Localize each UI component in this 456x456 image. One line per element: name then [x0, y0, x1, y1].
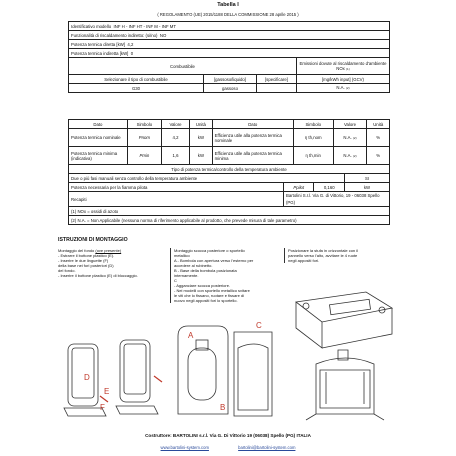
control-table: [68, 164, 390, 225]
cell-simbolo: Pmin: [127, 147, 161, 165]
table-row: [69, 174, 390, 183]
cell-valore: 1,6: [161, 147, 189, 165]
table-row: [69, 40, 390, 49]
col2-line: le viti che lo fissano, ruotare e fissare di: [174, 293, 245, 298]
fuel-gassoso: gassoso: [204, 84, 257, 93]
col1-line: - Estrarre il bottone plastico (E).: [58, 253, 115, 258]
col2-line: internamente.: [174, 273, 199, 278]
pilot-label: Potenza necessaria per la fiamma pilota: [69, 183, 284, 192]
table-row: [69, 183, 390, 192]
col2-line: A - Bombola con apertura verso l'esterno per: [174, 258, 254, 263]
table-header-row: [69, 120, 390, 129]
table-row: [69, 75, 390, 84]
email-link[interactable]: bartolini@bartolini-system.com: [238, 445, 296, 450]
instructions-col-3: [284, 248, 400, 263]
cell-dato: Potenza termica nominale: [69, 129, 128, 147]
control-single-stage: Due o più fasi manuali senza controllo della temperatura ambiente: [69, 174, 345, 183]
fuel-label: Combustibile: [69, 58, 297, 75]
cell-valore-2: N.A.: [343, 152, 352, 158]
col2-line: C: [174, 278, 177, 283]
label-e: E: [104, 387, 110, 396]
col2-line: B - Base della bombola posizionata: [174, 268, 237, 273]
table-row: [69, 49, 390, 58]
cell-valore-2-sub: (2): [352, 135, 357, 140]
indirect-value: NO: [159, 32, 167, 38]
header-dato: Dato: [69, 120, 128, 129]
model-value: INF H - INF HT - INF M - INF MT: [113, 23, 176, 29]
pilot-symbol: Ppilot: [284, 183, 314, 192]
indirect-label: Funzionalità di riscaldamento indiretto: (si/no): [71, 32, 158, 38]
cell-dato-2: Efficienza utile alla potenza termica nominale: [212, 129, 293, 147]
contact-value: Bartolini S.r.l. Via G. di Vittorio, 19 - 06038 Spello (PG): [284, 192, 390, 207]
pilot-unit: kW: [345, 183, 390, 192]
info-table: [68, 21, 390, 93]
col2-line: metallico: [174, 253, 190, 258]
col2-line: - Nei modelli con sportello metallico svitare: [174, 288, 250, 293]
col1-intro: Montaggio del fondo: [58, 248, 95, 253]
table-row: [69, 147, 390, 165]
col2-line: nuovo negli appositi fori lo sportello.: [174, 298, 238, 303]
col3-line: negli appositi fori.: [288, 258, 320, 263]
nox-sub: (1): [346, 66, 350, 71]
cell-valore-2-sub: (2): [352, 153, 357, 158]
col1-line: della base nei fori posteriori (D): [58, 263, 114, 268]
table-row: [69, 165, 390, 174]
table-row: [69, 31, 390, 40]
pdir-value: 4,2: [127, 41, 134, 47]
col2-line: accedere al rubinetto.: [174, 263, 213, 268]
cell-valore: 4,2: [161, 129, 189, 147]
table-row: [69, 216, 390, 225]
col1-line: del fondo.: [58, 268, 76, 273]
cell-unita: kW: [190, 147, 213, 165]
col2-line: - Agganciare scocca posteriore.: [174, 283, 231, 288]
pind-label: Potenza termica indiretta [kW]: [71, 50, 129, 56]
note-2: (2) N.A. = Non Applicabile (nessuna norma di riferimento applicabile al prodotto, che prevede misura di tale parametro): [69, 216, 390, 225]
cell-dato-2: Efficienza utile alla potenza termica minima: [212, 147, 293, 165]
col1-line: - Inserire il bottone plastico (E) di bloccaggio.: [58, 273, 138, 278]
constructor-info: Costruttore: BARTOLINI s.r.l. Via G. Di Vittorio 19 (06038) Spello (PG) ITALIA: [145, 433, 311, 438]
label-a: A: [188, 331, 194, 340]
cell-valore-2: N.A.: [343, 134, 352, 140]
instructions-col-2: [170, 248, 282, 303]
emissions-label: Emissioni dovute al riscaldamento d'ambiente: [299, 60, 387, 66]
cell-simbolo-2: η th,min: [293, 147, 333, 165]
nox-value-sub: (2): [345, 86, 350, 90]
unit-gcv: [mg/kWh input] (GCV): [296, 75, 389, 84]
note-1: (1) NOx = ossidi di azoto: [69, 207, 390, 216]
cell-unita: kW: [190, 129, 213, 147]
table-row: [69, 207, 390, 216]
cell-simbolo: Pnom: [127, 129, 161, 147]
label-b: B: [220, 403, 226, 412]
instructions-col-1: [58, 248, 158, 278]
table-title: Tabella I: [217, 2, 239, 8]
cell-simbolo-2: η th,nom: [293, 129, 333, 147]
header-unita: Unità: [190, 120, 213, 129]
select-fuel: Selezionare il tipo di combustibile: [69, 75, 204, 84]
wheels-assembly-illustration: [286, 272, 396, 428]
regulation-text: ( REGOLAMENTO (UE) 2015/1188 DELLA COMMISSIONE 28 aprile 2015 ): [157, 12, 299, 17]
instructions-title: ISTRUZIONI DI MONTAGGIO: [58, 237, 128, 243]
specify: [specificare]: [256, 75, 296, 84]
pilot-value: 0,160: [314, 183, 345, 192]
header-valore: Valore: [161, 120, 189, 129]
cell-dato: Potenza termica minima (indicativa): [69, 147, 128, 165]
pdir-label: Potenza termica diretta [kW]: [71, 41, 125, 47]
table-row: [69, 192, 390, 207]
header-simbolo-2: Simbolo: [293, 120, 333, 129]
col3-line: Posizionare la stufa in orizzontale con il: [288, 248, 359, 253]
cylinder-assembly-illustration: [174, 318, 278, 428]
header-dato-2: Dato: [212, 120, 293, 129]
label-d: D: [84, 373, 90, 382]
contact-label: Recapiti: [69, 192, 284, 207]
table-row: [69, 129, 390, 147]
label-f: F: [100, 403, 105, 412]
header-unita-2: Unità: [367, 120, 390, 129]
contact-links: [58, 445, 398, 450]
header-simbolo: Simbolo: [127, 120, 161, 129]
fuel-g30: G30: [69, 84, 204, 93]
col3-line: pannello verso l'alto, avvitare le 4 ruote: [288, 253, 358, 258]
table-row: [69, 84, 390, 93]
nox-value: N.A.: [336, 85, 345, 90]
table-row: [69, 22, 390, 31]
col1-link: (ove presente): [95, 248, 122, 253]
col2-line: Montaggio scocca posteriore o sportello: [174, 248, 245, 253]
base-assembly-illustration: [62, 336, 166, 426]
control-title: Tipo di potenza termica/controllo della temperatura ambiente: [69, 165, 390, 174]
website-link[interactable]: www.bartolini-system.com: [160, 445, 209, 450]
label-c: C: [256, 321, 262, 330]
pind-value: 0: [130, 50, 134, 56]
col1-line: - Inserire le due linguette (F): [58, 258, 109, 263]
table-row: [69, 58, 390, 75]
fuel-state: [gassoso/liquido]: [204, 75, 257, 84]
control-single-value: SI: [345, 174, 390, 183]
nox-label: NOx: [336, 65, 345, 71]
header-valore-2: Valore: [333, 120, 367, 129]
data-table: [68, 119, 390, 165]
cell-unita-2: %: [367, 147, 390, 165]
cell-unita-2: %: [367, 129, 390, 147]
document-page: [58, 0, 398, 456]
model-label: Identificativo modello: [71, 23, 112, 29]
